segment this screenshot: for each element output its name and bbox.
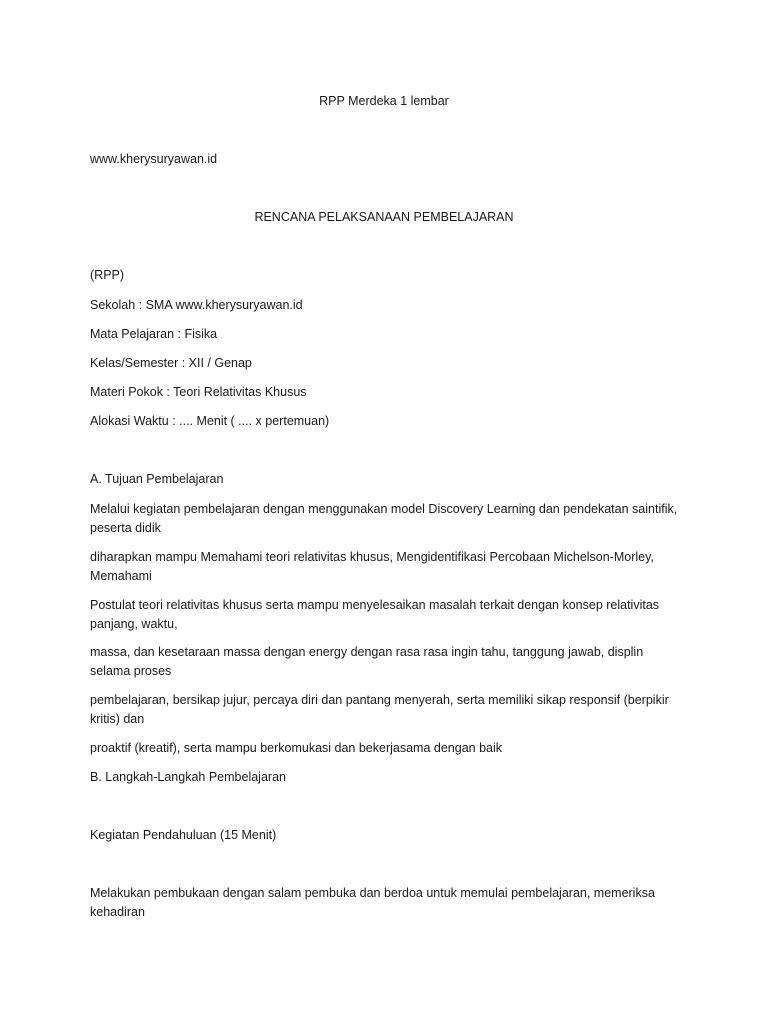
field-mata-pelajaran: Mata Pelajaran : Fisika <box>90 327 218 341</box>
section-a-paragraph-1: Melalui kegiatan pembelajaran dengan menggunakan model Discovery Learning dan pendekatan saintifik, peserta didik <box>90 502 681 535</box>
field-materi-pokok: Materi Pokok : Teori Relativitas Khusus <box>90 385 307 399</box>
section-a-paragraph-2: diharapkan mampu Memahami teori relativitas khusus, Mengidentifikasi Percobaan Michelson-Morley, Memahami <box>90 550 658 583</box>
section-b-heading: B. Langkah-Langkah Pembelajaran <box>90 770 286 784</box>
section-a-paragraph-3: Postulat teori relativitas khusus serta mampu menyelesaikan masalah terkait dengan konsep relativitas panjang, waktu, <box>90 598 663 631</box>
rpp-label: (RPP) <box>90 268 125 282</box>
document-heading: RENCANA PELAKSANAAN PEMBELAJARAN <box>254 210 514 224</box>
section-a-paragraph-5: pembelajaran, bersikap jujur, percaya diri dan pantang menyerah, serta memiliki sikap responsif (berpikir kritis) dan <box>90 693 673 726</box>
section-a-paragraph-4: massa, dan kesetaraan massa dengan energy dengan rasa rasa ingin tahu, tanggung jawab, displin selama proses <box>90 645 647 678</box>
section-a-paragraph-6: proaktif (kreatif), serta mampu berkomukasi dan bekerjasama dengan baik <box>90 741 503 755</box>
section-b-subheading: Kegiatan Pendahuluan (15 Menit) <box>90 828 277 842</box>
section-a-heading: A. Tujuan Pembelajaran <box>90 472 224 486</box>
section-b-paragraph: Melakukan pembukaan dengan salam pembuka dan berdoa untuk memulai pembelajaran, memeriksa kehadiran <box>90 886 659 919</box>
document-title: RPP Merdeka 1 lembar <box>319 94 449 108</box>
field-alokasi-waktu: Alokasi Waktu : .... Menit ( .... x pertemuan) <box>90 414 330 428</box>
website-link: www.kherysuryawan.id <box>90 152 218 166</box>
field-sekolah: Sekolah : SMA www.kherysuryawan.id <box>90 298 303 312</box>
field-kelas-semester: Kelas/Semester : XII / Genap <box>90 356 252 370</box>
